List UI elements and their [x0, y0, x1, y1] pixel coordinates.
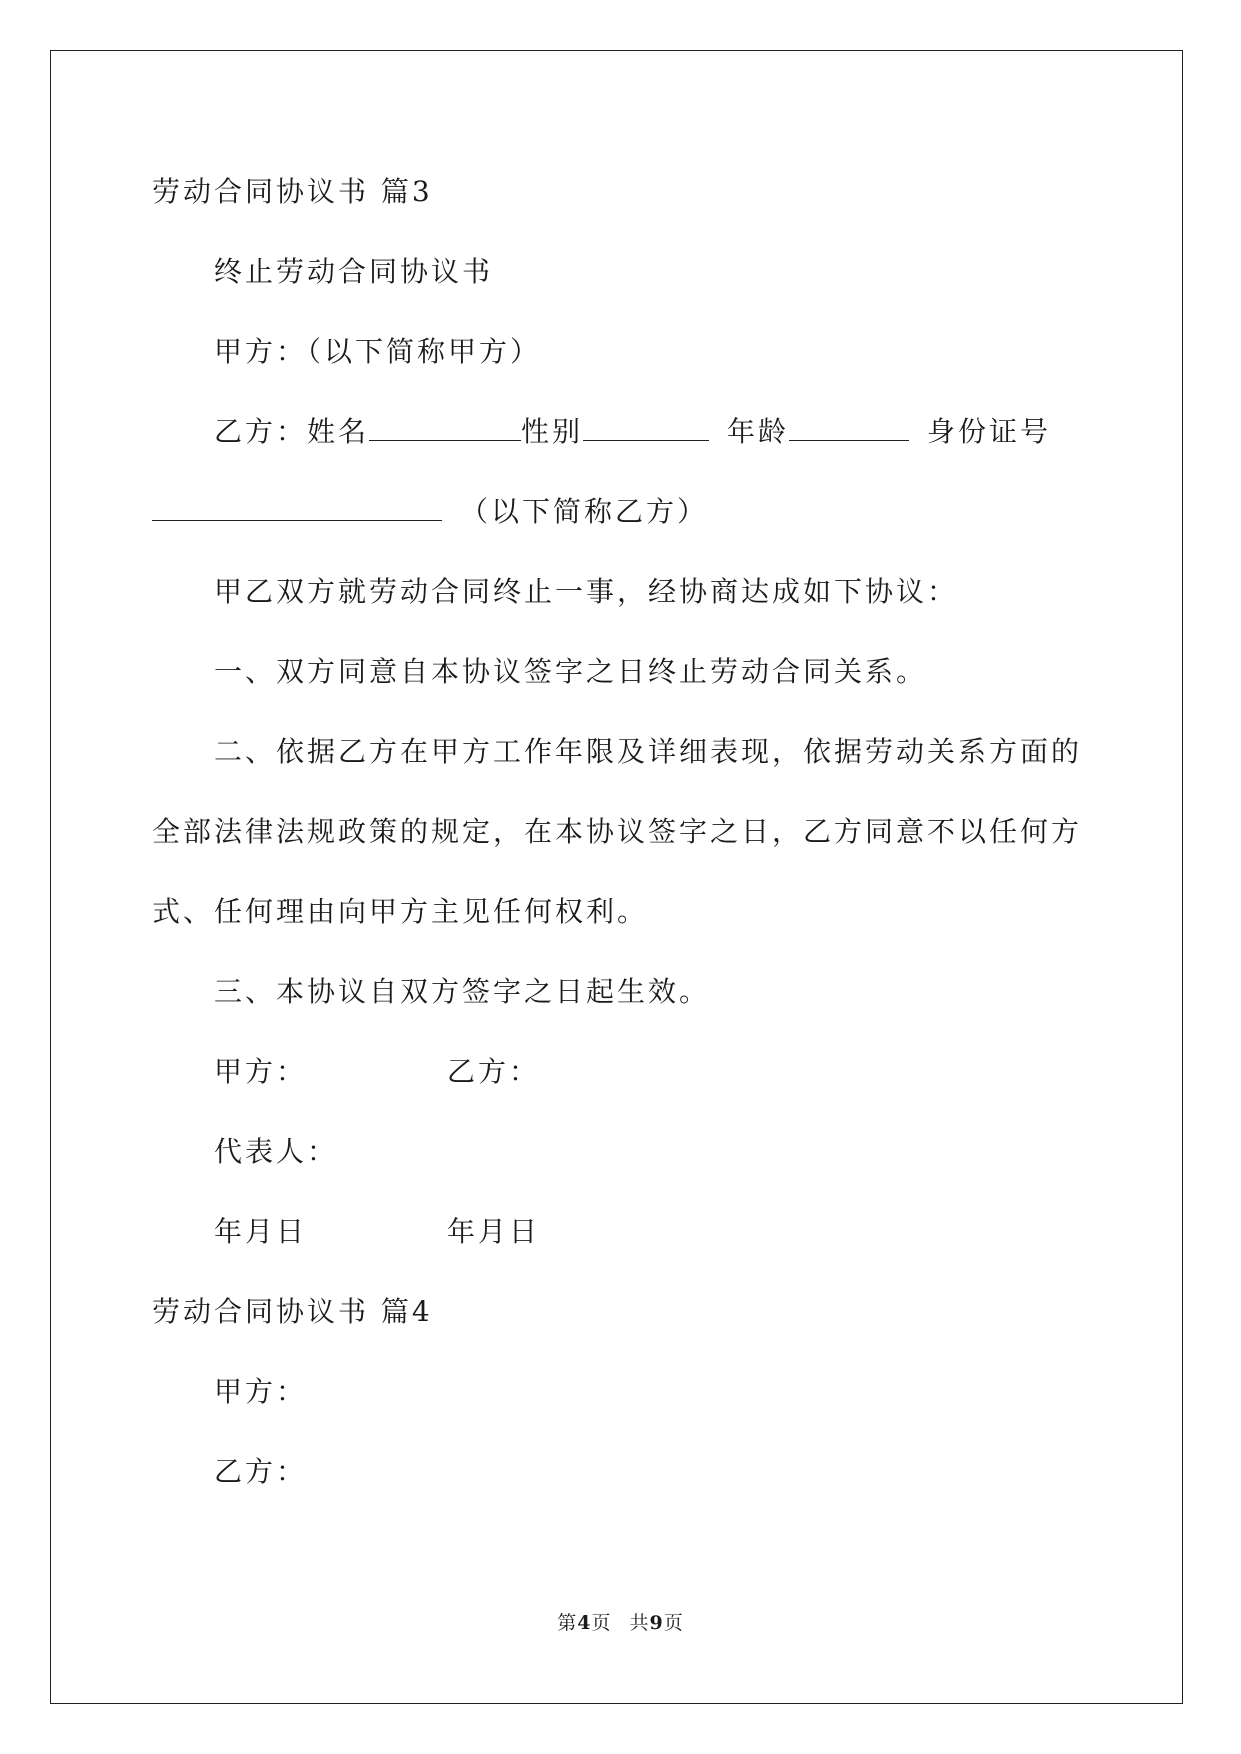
section3-party-a: 甲方：（以下简称甲方） [214, 335, 542, 368]
gender-label: 性别 [521, 415, 584, 448]
id-label: 身份证号 [927, 415, 1052, 448]
section3-party-b-continued [152, 492, 708, 532]
section4-party-b: 乙方： [214, 1455, 308, 1488]
section4-party-a: 甲方： [214, 1375, 308, 1408]
clause-1: 一、双方同意自本协议签字之日终止劳动合同关系。 [214, 655, 928, 688]
page-footer [0, 1610, 1241, 1636]
footer-total-pages: 9 [649, 1612, 664, 1634]
gender-blank [583, 414, 709, 441]
section3-intro: 甲乙双方就劳动合同终止一事，经协商达成如下协议： [214, 575, 959, 608]
signature-party-b-label: 乙方： [447, 1055, 541, 1088]
clause-2-line-2: 全部法律法规政策的规定，在本协议签字之日，乙方同意不以任何方 [152, 815, 1083, 848]
party-b-suffix: （以下简称乙方） [460, 495, 709, 528]
id-blank [152, 494, 442, 521]
footer-total-prefix: 共 [629, 1612, 650, 1634]
clause-2-line-1: 二、依据乙方在甲方工作年限及详细表现，依据劳动关系方面的 [214, 735, 1083, 768]
representative-label: 代表人： [214, 1135, 339, 1168]
date-party-b: 年月日 [447, 1215, 541, 1248]
signature-party-a-label: 甲方： [214, 1055, 308, 1088]
age-blank [789, 414, 909, 441]
footer-page-unit: 页 [591, 1612, 612, 1634]
footer-total-unit: 页 [663, 1612, 684, 1634]
footer-prefix: 第 [557, 1612, 578, 1634]
clause-2-line-3: 式、任何理由向甲方主见任何权利。 [152, 895, 649, 928]
section3-party-b-line [214, 412, 1051, 452]
footer-page-number: 4 [577, 1612, 592, 1634]
section3-title: 终止劳动合同协议书 [214, 255, 494, 288]
section4-heading: 劳动合同协议书 篇4 [152, 1295, 433, 1328]
age-label: 年龄 [727, 415, 790, 448]
section3-heading: 劳动合同协议书 篇3 [152, 175, 433, 208]
date-party-a: 年月日 [214, 1215, 308, 1248]
name-blank [369, 414, 521, 441]
party-b-name-label: 乙方：姓名 [214, 415, 370, 448]
clause-3: 三、本协议自双方签字之日起生效。 [214, 975, 711, 1008]
